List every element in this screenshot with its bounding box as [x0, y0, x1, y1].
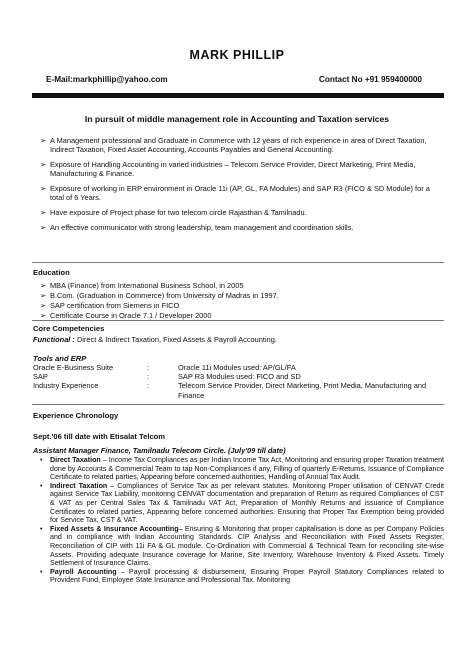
list-item: ➢ Certificate Course in Oracle 7.1 / Developer 2000 [40, 311, 212, 321]
list-item: ➢ MBA (Finance) from International Business School, in 2005 [40, 281, 244, 290]
tools-row: SAP : SAP R3 Modules used: FICO and SD [33, 372, 301, 382]
tools-heading: Tools and ERP [33, 354, 87, 363]
list-item: • Direct Taxation – Income Tax Compliances as per Indian Income Tax Act, Monitoring and ensuring proper Taxation treatment done by Accounts & Commercial Team to tap Non-Compliances if any, Filling of quarterly E-Returns, Issuance of Compliance Certificate to related parties, Appearing before concerned authorities, Handling of Annual Tax Audit. [40, 456, 444, 482]
bullet-icon: ➢ [40, 301, 47, 311]
list-item: ➢ SAP certification from Siemens in FICO [40, 301, 180, 311]
experience-role: Assistant Manager Finance, Tamilnadu Telecom Circle. (July'09 till date) [33, 446, 286, 455]
experience-period: Sept.'06 till date with Etisalat Telcom [33, 432, 166, 441]
tools-table [33, 363, 445, 400]
bullet-icon: • [40, 524, 43, 533]
list-item: ➢ Exposure of Handling Accounting in varied industries – Telecom Service Provider, Direct Marketing, Print Media, Manufacturing & Finance. [40, 160, 416, 179]
experience-heading: Experience Chronology [33, 411, 119, 420]
education-list [40, 281, 444, 321]
bullet-icon: ➢ [40, 281, 47, 290]
bullet-icon: • [40, 456, 43, 464]
objective-statement: In pursuit of middle management role in Accounting and Taxation services [84, 114, 390, 124]
candidate-name: MARK PHILLIP [189, 48, 285, 62]
tools-row: Industry Experience : Telecom Service Provider, Direct Marketing, Print Media, Manufacturing and Finance [33, 381, 427, 400]
list-item: ➢ Exposure of working in ERP environment in Oracle 11i (AP, GL, FA Modules) and SAP R3 (FICO & SD Module) for a total of 6 Years. [40, 184, 430, 203]
bullet-icon: ➢ [40, 291, 47, 301]
responsibilities-list [40, 456, 444, 585]
section-divider [32, 262, 444, 263]
section-divider [32, 320, 444, 321]
list-item: • Payroll Accounting – Payroll processing & disbursement, Ensuring Proper Payroll Statutory Compliances related to Provident Fund, Employee State Insurance and Professional Tax. Monitoring [40, 567, 444, 585]
competencies-heading: Core Competencies [33, 324, 105, 333]
list-item: ➢ Have exposure of Project phase for two telecom circle Rajasthan & Tamilnadu. [40, 208, 307, 218]
header-divider [32, 93, 444, 98]
contact-line: Contact No +91 959400000 [318, 75, 422, 84]
list-item: ➢ B.Com. (Graduation in Commerce) from University of Madras in 1997. [40, 291, 279, 301]
bullet-icon: ➢ [40, 184, 47, 194]
section-divider [32, 404, 444, 405]
list-item: • Indirect Taxation – Compliances of Service Tax as per relevant statutes. Monitoring Proper utilisation of CENVAT Credit against Service Tax Liability, monitoring CENVAT documentation and preparation of Return as required Compliances of CST & VAT as per Central Sales Tax & Tamilnadu VAT Act, Preparation of Monthly Returns and issuance of Compliance Certificates to related parties, Appearing before concerned authorities. Ensuring that Proper Tax Exemption being provided for Service Tax, CST & VAT. [40, 481, 445, 525]
bullet-icon: ➢ [40, 223, 47, 233]
tools-row: Oracle E-Business Suite : Oracle 11i Modules used: AP/GL/FA [33, 363, 296, 372]
email-line: E-Mail:markphillip@yahoo.com [46, 75, 168, 84]
summary-list [40, 136, 444, 238]
list-item: • Fixed Assets & Insurance Accounting– Ensuring & Monitoring that proper capitalisation is done as per Company Policies and in compliance with Indian Accounting Standards. CIP Analysis and Reconciliation with Fixed Assets Register, Reconciliation of CIP with 11i FA & GL module. Co-Ordination with Commercial & Technical Team for reconciling site-wise Assets. Providing adequate Insurance coverage for Marine, Site Inventory, Warehouse Inventory & Fixed Assets. Timely Settlement of Insurance Claims. [40, 524, 445, 568]
functional-line [33, 335, 277, 344]
list-item: ➢ An effective communicator with strong leadership, team management and coordination skills. [40, 223, 354, 233]
bullet-icon: ➢ [40, 160, 47, 170]
bullet-icon: ➢ [40, 136, 47, 145]
bullet-icon: ➢ [40, 208, 47, 218]
bullet-icon: • [40, 481, 43, 490]
list-item: ➢ A Management professional and Graduate in Commerce with 12 years of rich experience in area of Direct Taxation, Indirect Taxation, Fixed Asset Accounting, Accounts Payables and General Accounting. [40, 136, 427, 155]
education-heading: Education [33, 268, 70, 277]
functional-label: Functional : [33, 335, 75, 344]
bullet-icon: ➢ [40, 311, 47, 321]
functional-text: Direct & Indirect Taxation, Fixed Assets & Payroll Accounting. [74, 335, 277, 344]
bullet-icon: • [40, 567, 43, 576]
